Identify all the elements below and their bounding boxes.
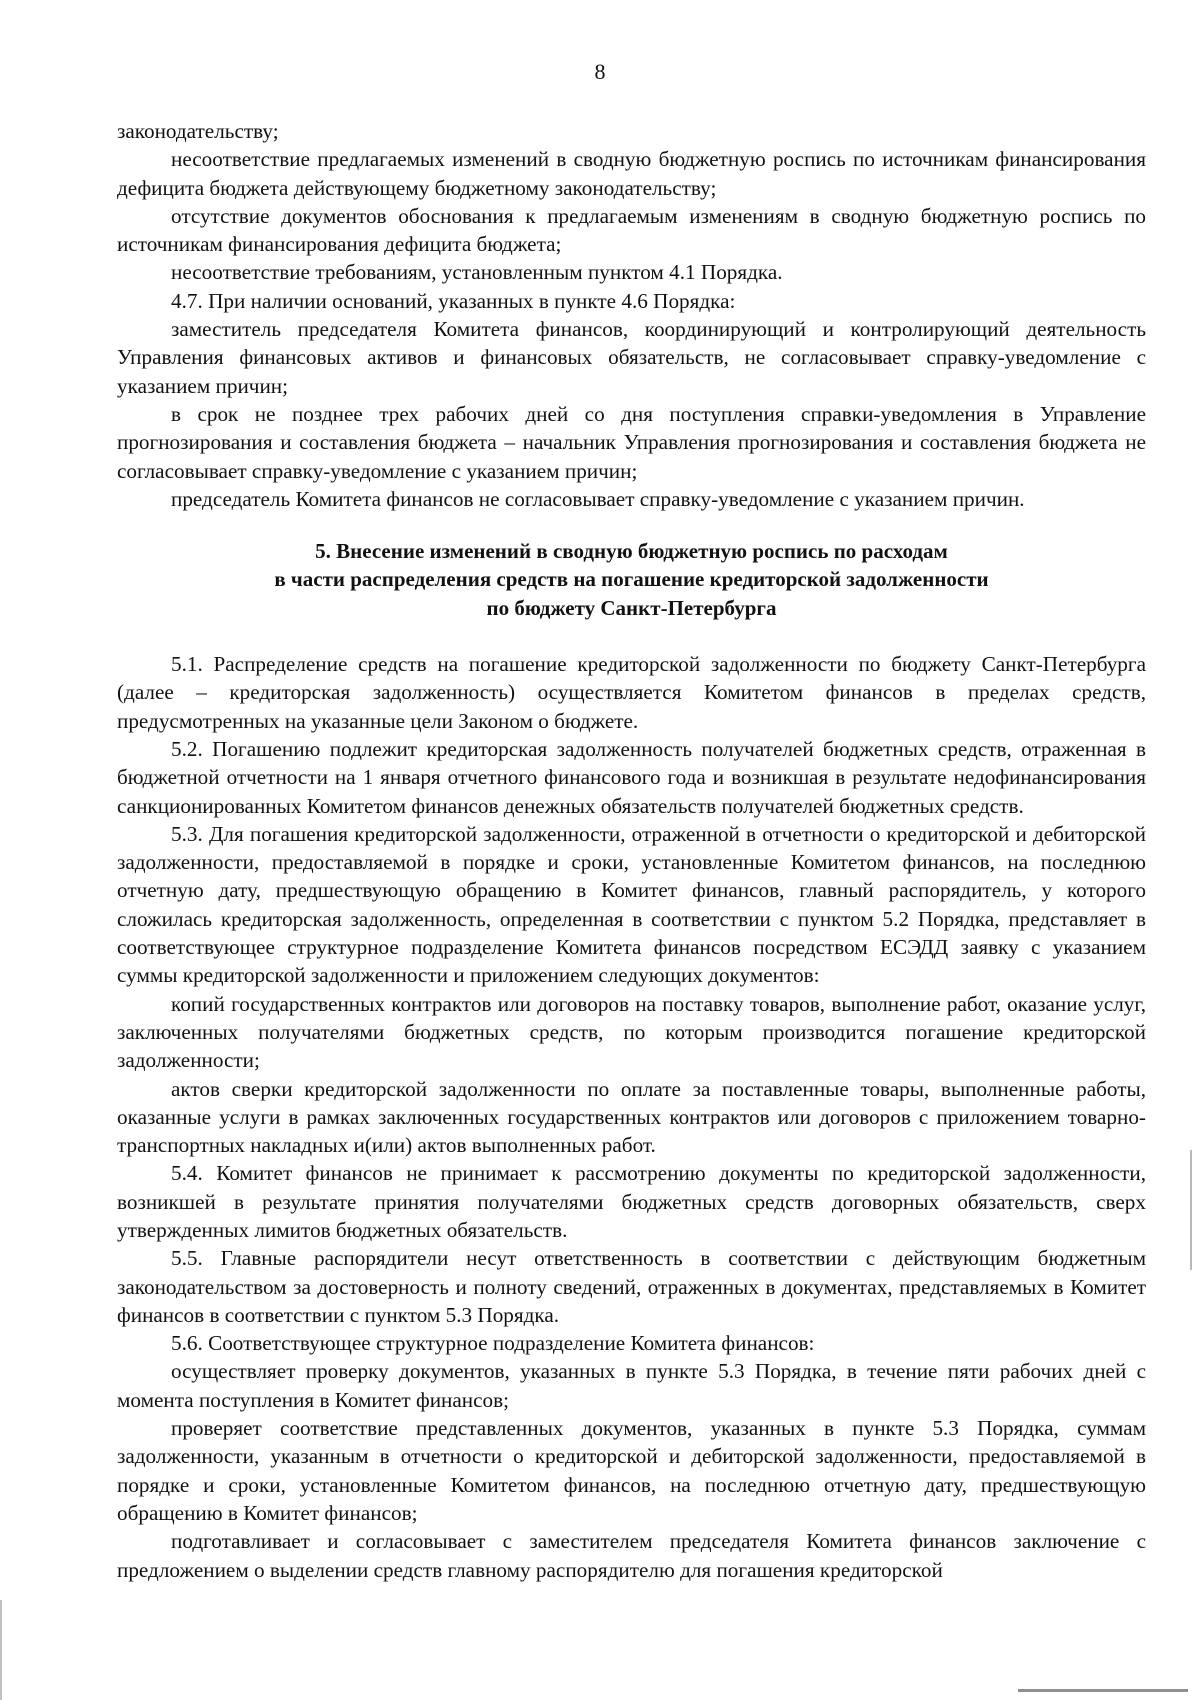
paragraph: проверяет соответствие представленных документов, указанных в пункте 5.3 Порядка, суммам задолженности, указанным в отчетности о кредиторской и дебиторской задолженности, предоставляемой в порядке и сроки, установленные Комитетом финансов, на последнюю отчетную дату, предшествующую обращению в Комитет финансов; bbox=[117, 1416, 1146, 1525]
paragraph: осуществляет проверку документов, указанных в пункте 5.3 Порядка, в течение пяти рабочих дней с момента поступления в Комитет финансов; bbox=[117, 1359, 1146, 1412]
section-heading-line: 5. Внесение изменений в сводную бюджетную роспись по расходам bbox=[315, 539, 948, 564]
clause-5-4: 5.4. Комитет финансов не принимает к рассмотрению документы по кредиторской задолженности, возникшей в результате принятия получателями бюджетных средств договорных обязательств, сверх утвержденных лимитов бюджетных обязательств. bbox=[117, 1161, 1146, 1242]
section-heading-line: по бюджету Санкт-Петербурга bbox=[486, 595, 777, 620]
clause-5-2: 5.2. Погашению подлежит кредиторская задолженность получателей бюджетных средств, отраженная в бюджетной отчетности на 1 января отчетного финансового года и возникшая в результате недофинансирования санкционированных Комитетом финансов денежных обязательств получателей бюджетных средств. bbox=[117, 736, 1146, 818]
paragraph: председатель Комитета финансов не согласовывает справку-уведомление с указанием причин. bbox=[171, 486, 1025, 511]
document-body bbox=[117, 117, 1146, 1584]
clause-5-6: 5.6. Соответствующее структурное подразделение Комитета финансов: bbox=[171, 1331, 815, 1356]
paragraph: несоответствие предлагаемых изменений в сводную бюджетную роспись по источникам финансирования дефицита бюджета действующему бюджетному законодательству; bbox=[117, 147, 1146, 200]
paragraph: заместитель председателя Комитета финансов, координирующий и контролирующий деятельность Управления финансовых активов и финансовых обязательств, не согласовывает справку-уведомление с указанием причин; bbox=[117, 317, 1146, 398]
section-5-heading bbox=[117, 537, 1146, 622]
paragraph: подготавливает и согласовывает с заместителем председателя Комитета финансов заключение с предложением о выделении средств главному распорядителю для погашения кредиторской bbox=[117, 1529, 1146, 1582]
paragraph: в срок не позднее трех рабочих дней со дня поступления справки-уведомления в Управление прогнозирования и составления бюджета – начальник Управления прогнозирования и составления бюджета не согласовывает справку-уведомление с указанием причин; bbox=[117, 401, 1146, 483]
paragraph: законодательству; bbox=[117, 119, 279, 143]
clause-5-1: 5.1. Распределение средств на погашение кредиторской задолженности по бюджету Санкт-Петербурга (далее – кредиторская задолженность) осуществляется Комитетом финансов в пределах средств, предусмотренных на указанные цели Законом о бюджете. bbox=[117, 652, 1146, 733]
paragraph: актов сверки кредиторской задолженности по оплате за поставленные товары, выполненные работы, оказанные услуги в рамках заключенных государственных контрактов или договоров с приложением товарно-транспортных накладных и(или) актов выполненных работ. bbox=[117, 1076, 1146, 1158]
scan-edge-mark bbox=[1018, 1689, 1188, 1692]
paragraph: отсутствие документов обоснования к предлагаемым изменениям в сводную бюджетную роспись по источникам финансирования дефицита бюджета; bbox=[117, 203, 1146, 257]
scan-edge-mark bbox=[0, 1600, 2, 1700]
clause-5-5: 5.5. Главные распорядители несут ответственность в соответствии с действующим бюджетным законодательством за достоверность и полноту сведений, отраженных в документах, представляемых в Комитет финансов в соответствии с пунктом 5.3 Порядка. bbox=[117, 1246, 1146, 1327]
clause-5-3: 5.3. Для погашения кредиторской задолженности, отраженной в отчетности о кредиторской и дебиторской задолженности, предоставляемой в порядке и сроки, установленные Комитетом финансов, на последнюю отчетную дату, предшествующую обращению в Комитет финансов, главный распорядитель, у которого сложилась кредиторская задолженность, определенная в соответствии с пунктом 5.2 Порядка, представляет в соответствующее структурное подразделение Комитета финансов посредством ЕСЭДД заявку с указанием суммы кредиторской задолженности и приложением следующих документов: bbox=[117, 821, 1146, 988]
clause-4-7: 4.7. При наличии оснований, указанных в пункте 4.6 Порядка: bbox=[171, 288, 736, 313]
paragraph: несоответствие требованиям, установленным пунктом 4.1 Порядка. bbox=[171, 260, 783, 285]
page-number: 8 bbox=[594, 59, 606, 84]
section-heading-line: в части распределения средств на погашение кредиторской задолженности bbox=[274, 567, 989, 592]
scan-edge-mark bbox=[1190, 1150, 1192, 1270]
paragraph: копий государственных контрактов или договоров на поставку товаров, выполнение работ, оказание услуг, заключенных получателями бюджетных средств, по которым производится погашение кредиторской задолженности; bbox=[117, 991, 1146, 1073]
